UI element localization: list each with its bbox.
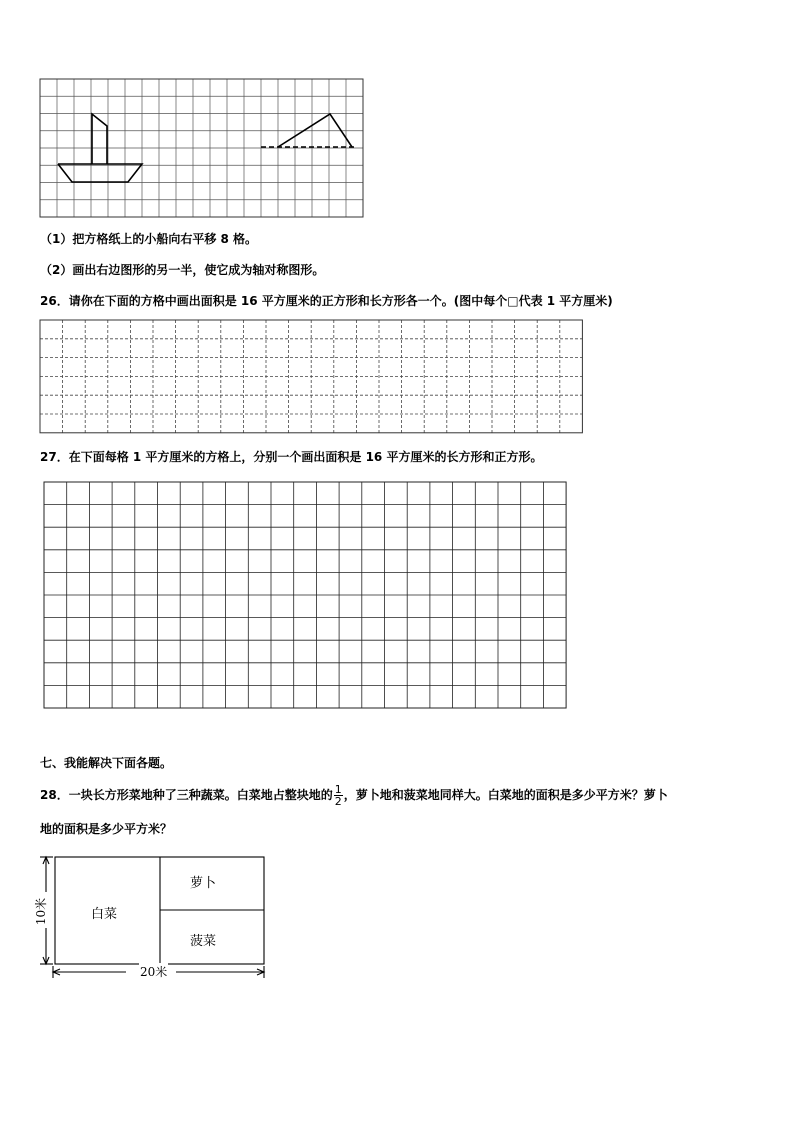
q28-text-c: 地的面积是多少平方米？ — [40, 822, 173, 836]
q25-part1: （1）把方格纸上的小船向右平移 8 格。 — [40, 232, 258, 246]
q26-text: 26．请你在下面的方格中画出面积是 16 平方厘米的正方形和长方形各一个。(图中每个□代表 1 平方厘米) — [40, 294, 613, 308]
label-spinach: 菠菜 — [190, 934, 217, 949]
label-cabbage: 白菜 — [91, 907, 118, 922]
q25-part2: （2）画出右边图形的另一半，使它成为轴对称图形。 — [40, 263, 325, 277]
q27-text: 27．在下面每格 1 平方厘米的方格上，分别一个画出面积是 16 平方厘米的长方形和正方形。 — [40, 450, 543, 464]
q28-text-b: ，萝卜地和菠菜地同样大。白菜地的面积是多少平方米？萝卜 — [343, 788, 668, 802]
label-radish: 萝卜 — [190, 876, 217, 891]
q28-frac-den: 2 — [334, 795, 342, 808]
label-height: 10米 — [34, 897, 49, 926]
q28-text-a: 28．一块长方形菜地种了三种蔬菜。白菜地占整块地的 — [40, 788, 333, 802]
section7-title: 七、我能解决下面各题。 — [40, 756, 173, 770]
q28-frac-num: 1 — [334, 783, 342, 796]
label-width: 20米 — [140, 965, 168, 979]
